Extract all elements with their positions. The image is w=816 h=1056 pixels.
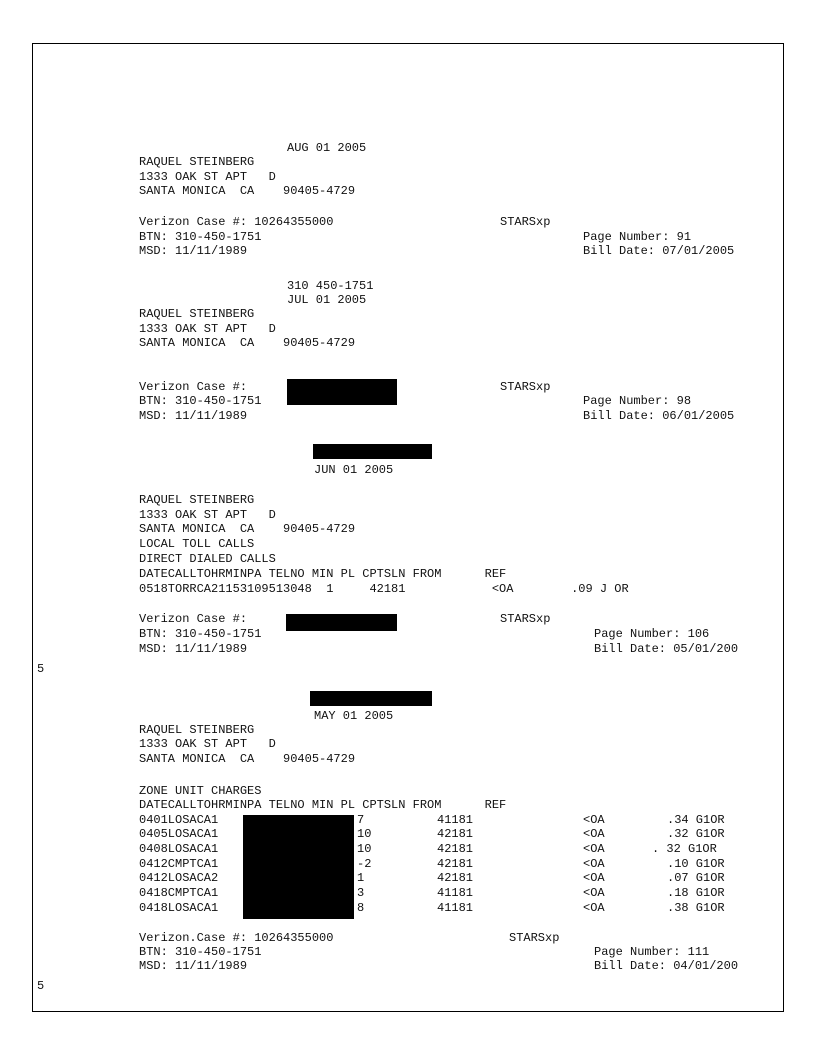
row-ref: <OA [583,886,605,900]
system-name: STARSxp [500,215,551,229]
row-amount: . 32 G1OR [652,842,717,856]
customer-name: RAQUEL STEINBERG [139,493,255,507]
btn-number: BTN: 310-450-1751 [139,230,262,244]
system-name: STARSxp [509,931,560,945]
redaction-box [313,444,432,459]
bill-date: Bill Date: 06/01/2005 [583,409,735,423]
statement-date: JUN 01 2005 [314,463,394,477]
redaction-box [286,614,397,631]
redaction-box [310,691,432,706]
customer-city: SANTA MONICA CA 90405-4729 [139,752,356,766]
row-minutes: -2 [357,857,372,871]
row-ref: <OA [583,901,605,915]
btn-number: BTN: 310-450-1751 [139,627,262,641]
section-subheading: DIRECT DIALED CALLS [139,552,276,566]
row-minutes: 8 [357,901,365,915]
row-minutes: 3 [357,886,365,900]
page-number: Page Number: 91 [583,230,692,244]
page-number: Page Number: 111 [594,945,710,959]
table-header: DATECALLTOHRMINPA TELNO MIN PL CPTSLN FROM REF [139,567,507,581]
table-row: 0518TORRCA21153109513048 1 42181 <OA .09 J OR [139,582,629,596]
row-ref: <OA [583,871,605,885]
row-ref: <OA [583,813,605,827]
row-cpt: 42181 [437,871,474,885]
row-ref: <OA [583,827,605,841]
page-overflow-digit: 5 [37,979,45,993]
customer-name: RAQUEL STEINBERG [139,155,255,169]
customer-name: RAQUEL STEINBERG [139,723,255,737]
customer-city: SANTA MONICA CA 90405-4729 [139,522,356,536]
msd-date: MSD: 11/11/1989 [139,642,248,656]
customer-street: 1333 OAK ST APT D [139,170,276,184]
row-amount: .18 G1OR [667,886,725,900]
btn-number: BTN: 310-450-1751 [139,394,262,408]
row-prefix: 0412LOSACA2 [139,871,219,885]
row-prefix: 0418CMPTCA1 [139,886,219,900]
case-number: Verizon.Case #: 10264355000 [139,931,334,945]
row-ref: <OA [583,842,605,856]
table-header: DATECALLTOHRMINPA TELNO MIN PL CPTSLN FROM REF [139,798,507,812]
row-prefix: 0418LOSACA1 [139,901,219,915]
phone-number: 310 450-1751 [287,279,374,293]
statement-date: MAY 01 2005 [314,709,394,723]
row-minutes: 10 [357,842,372,856]
case-number: Verizon Case #: [139,612,248,626]
row-minutes: 10 [357,827,372,841]
row-cpt: 42181 [437,827,474,841]
customer-city: SANTA MONICA CA 90405-4729 [139,184,356,198]
row-amount: .38 G1OR [667,901,725,915]
row-cpt: 42181 [437,842,474,856]
row-prefix: 0405LOSACA1 [139,827,219,841]
case-number: Verizon Case #: [139,380,248,394]
statement-date: JUL 01 2005 [287,293,367,307]
customer-street: 1333 OAK ST APT D [139,508,276,522]
row-ref: <OA [583,857,605,871]
row-amount: .34 G1OR [667,813,725,827]
case-number: Verizon Case #: 10264355000 [139,215,334,229]
msd-date: MSD: 11/11/1989 [139,409,248,423]
page-overflow-digit: 5 [37,662,45,676]
bill-date: Bill Date: 07/01/2005 [583,244,735,258]
row-minutes: 1 [357,871,365,885]
page-number: Page Number: 98 [583,394,692,408]
section-heading: ZONE UNIT CHARGES [139,784,262,798]
bill-date: Bill Date: 04/01/200 [594,959,739,973]
msd-date: MSD: 11/11/1989 [139,244,248,258]
customer-street: 1333 OAK ST APT D [139,737,276,751]
row-prefix: 0401LOSACA1 [139,813,219,827]
bill-date: Bill Date: 05/01/200 [594,642,739,656]
row-cpt: 41181 [437,813,474,827]
customer-city: SANTA MONICA CA 90405-4729 [139,336,356,350]
redaction-box [243,815,354,919]
row-prefix: 0408LOSACA1 [139,842,219,856]
row-prefix: 0412CMPTCA1 [139,857,219,871]
section-heading: LOCAL TOLL CALLS [139,537,255,551]
statement-date: AUG 01 2005 [287,141,367,155]
redaction-box [287,379,397,405]
customer-street: 1333 OAK ST APT D [139,322,276,336]
row-amount: .07 G1OR [667,871,725,885]
row-amount: .32 G1OR [667,827,725,841]
row-minutes: 7 [357,813,365,827]
customer-name: RAQUEL STEINBERG [139,307,255,321]
page-number: Page Number: 106 [594,627,710,641]
msd-date: MSD: 11/11/1989 [139,959,248,973]
system-name: STARSxp [500,380,551,394]
row-cpt: 42181 [437,857,474,871]
row-cpt: 41181 [437,901,474,915]
btn-number: BTN: 310-450-1751 [139,945,262,959]
row-amount: .10 G1OR [667,857,725,871]
row-cpt: 41181 [437,886,474,900]
system-name: STARSxp [500,612,551,626]
